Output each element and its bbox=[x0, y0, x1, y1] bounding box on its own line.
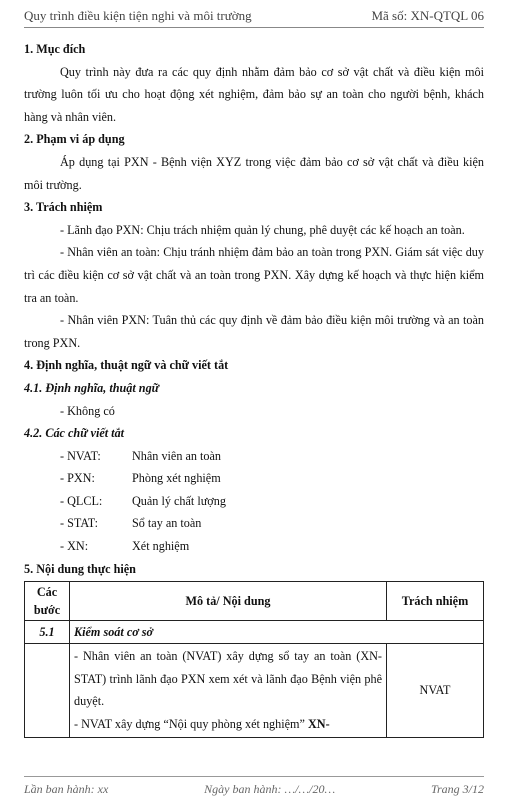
responsibility-item: - Lãnh đạo PXN: Chịu trách nhiệm quản lý chung, phê duyệt các kế hoạch an toàn. bbox=[60, 222, 465, 237]
section-heading-responsibility: 3. Trách nhiệm bbox=[24, 200, 103, 215]
footer-divider bbox=[24, 776, 484, 777]
page-number: Trang 3/12 bbox=[430, 781, 484, 796]
purpose-paragraph: Quy trình này đưa ra các quy định nhằm đảm bảo cơ sở vật chất và điều kiện môi trường luôn tối ưu cho hoạt động xét nghiệm, đảm bảo sự an toàn cho người bệnh, khách hàng và nhân viên. bbox=[24, 64, 484, 124]
responsibility-item: - Nhân viên an toàn: Chịu tránh nhiệm đảm bảo an toàn trong PXN. Giám sát việc duy trì các điều kiện cơ sở vật chất và an toàn trong PXN. Xây dựng kế hoạch và thực hiện kiểm tra an toàn. bbox=[24, 245, 484, 305]
column-header-step-line1: Các bbox=[36, 585, 58, 600]
document-title: Quy trình điều kiện tiện nghi và môi trường bbox=[24, 8, 252, 23]
abbreviation-row bbox=[24, 467, 484, 490]
section-heading-purpose: 1. Mục đích bbox=[24, 42, 86, 56]
document-code: Mã số: XN-QTQL 06 bbox=[371, 8, 484, 23]
abbreviation-row bbox=[24, 445, 484, 468]
abbreviation-value: Quản lý chất lượng bbox=[132, 493, 226, 508]
column-header-step bbox=[25, 582, 70, 621]
section-heading-procedure: 5. Nội dung thực hiện bbox=[24, 561, 136, 576]
abbreviation-value: Sổ tay an toàn bbox=[132, 516, 202, 531]
abbreviation-key: - STAT: bbox=[60, 516, 99, 531]
issue-date: Ngày ban hành: …/…/20… bbox=[204, 781, 336, 796]
subsection-heading-abbreviations: 4.2. Các chữ viết tắt bbox=[24, 426, 125, 441]
abbreviation-value: Nhân viên an toàn bbox=[132, 448, 222, 463]
responsibility-cell: NVAT bbox=[387, 644, 484, 737]
abbreviation-row bbox=[24, 535, 484, 558]
page-header bbox=[24, 6, 484, 26]
page-footer bbox=[24, 780, 484, 798]
abbreviation-key: - PXN: bbox=[60, 471, 95, 486]
description-text: - NVAT xây dựng “Nội quy phòng xét nghiệm” bbox=[74, 717, 308, 732]
section-heading-definitions: 4. Định nghĩa, thuật ngữ và chữ viết tắt bbox=[24, 358, 229, 373]
step-cell bbox=[25, 644, 70, 737]
table-row bbox=[25, 644, 484, 737]
document-body bbox=[24, 38, 484, 738]
table-section-row bbox=[25, 621, 484, 644]
abbreviation-key: - QLCL: bbox=[60, 493, 103, 508]
abbreviation-row bbox=[24, 490, 484, 513]
column-header-step-line2: bước bbox=[33, 603, 61, 618]
section-number: 5.1 bbox=[25, 621, 70, 644]
abbreviation-value: Xét nghiệm bbox=[132, 539, 190, 554]
abbreviation-key: - XN: bbox=[60, 539, 89, 554]
table-header-row bbox=[25, 582, 484, 621]
section-title: Kiểm soát cơ sở bbox=[70, 621, 484, 644]
abbreviation-row bbox=[24, 512, 484, 535]
description-code: XN- bbox=[307, 717, 330, 732]
issue-number: Lần ban hành: xx bbox=[24, 781, 109, 796]
section-heading-scope: 2. Phạm vi áp dụng bbox=[24, 132, 125, 147]
description-item bbox=[74, 713, 382, 736]
responsibility-item: - Nhân viên PXN: Tuân thủ các quy định về đảm bảo điều kiện môi trường và an toàn trong PXN. bbox=[24, 313, 484, 350]
procedure-table bbox=[24, 581, 484, 737]
definitions-text: - Không có bbox=[60, 403, 115, 418]
description-cell bbox=[70, 644, 387, 737]
column-header-responsibility: Trách nhiệm bbox=[387, 582, 484, 621]
scope-paragraph: Áp dụng tại PXN - Bệnh viện XYZ trong việc đảm bảo cơ sở vật chất và điều kiện môi trường. bbox=[24, 154, 484, 192]
subsection-heading-definitions: 4.1. Định nghĩa, thuật ngữ bbox=[24, 380, 159, 395]
column-header-description: Mô tả/ Nội dung bbox=[70, 582, 387, 621]
abbreviation-key: - NVAT: bbox=[60, 448, 101, 463]
abbreviation-value: Phòng xét nghiệm bbox=[132, 471, 221, 486]
description-item: - Nhân viên an toàn (NVAT) xây dựng sổ tay an toàn (XN-STAT) trình lãnh đạo PXN xem xét và lãnh đạo Bệnh viện phê duyệt. bbox=[74, 649, 382, 709]
header-divider bbox=[24, 27, 484, 28]
